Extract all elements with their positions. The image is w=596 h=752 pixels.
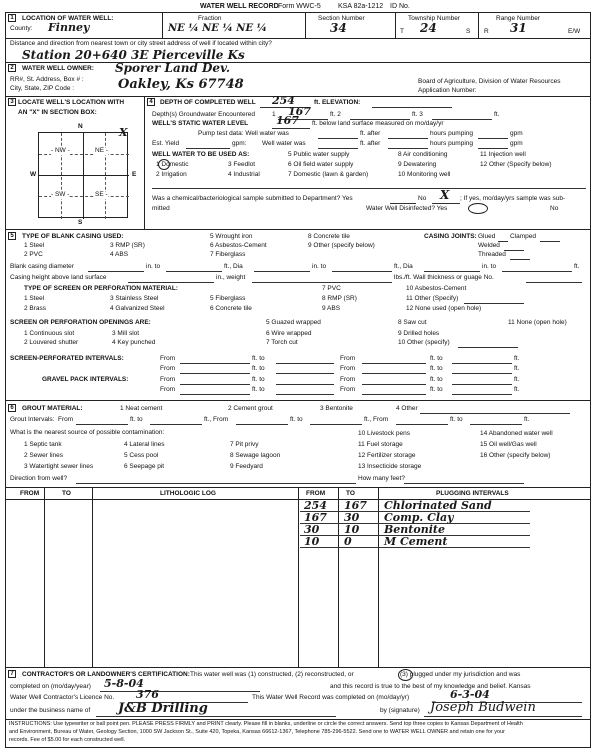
use-1-circle <box>158 159 170 170</box>
diam-in-to-3: in. to <box>482 263 497 270</box>
groundwater-1-value[interactable]: 167 <box>288 105 311 118</box>
source-13[interactable]: 13 Insecticide storage <box>358 463 422 470</box>
cert-text-2: (3) plugged under my jurisdiction and was <box>400 671 521 678</box>
signature-value[interactable]: Joseph Budwein <box>430 700 536 715</box>
opening-5[interactable]: 5 Guazed wrapped <box>266 319 321 326</box>
gi-ft-to-2: ft. to <box>290 416 303 423</box>
gi-ft-to-1: ft. to <box>130 416 143 423</box>
distance-value[interactable]: Station 20+640 3E Pierceville Ks <box>22 48 245 62</box>
hours-pumping-2: hours pumping <box>430 140 473 147</box>
screen-label: TYPE OF SCREEN OR PERFORATION MATERIAL: <box>24 285 178 292</box>
interval-4-blank-1[interactable] <box>180 394 250 395</box>
gpm-2: gpm <box>510 140 523 147</box>
opening-10[interactable]: 10 Other (specify) <box>398 339 450 346</box>
opening-1[interactable]: 1 Continuous slot <box>24 330 75 337</box>
license-value[interactable]: 376 <box>136 688 159 701</box>
interval-3-label-1: From <box>160 376 176 383</box>
casing-4[interactable]: 4 ABS <box>110 251 129 258</box>
interval-3-blank-2[interactable] <box>276 384 334 385</box>
casing-2[interactable]: 2 PVC <box>24 251 43 258</box>
interval-3-blank-1[interactable] <box>180 384 250 385</box>
casing-7[interactable]: 7 Fiberglass <box>210 251 246 258</box>
city-label: City, State, ZIP Code : <box>10 85 75 92</box>
chem-mark: X <box>440 188 450 202</box>
se-label: SE - <box>95 191 108 198</box>
disinfected-label: Water Well Disinfected? Yes <box>366 205 448 212</box>
record-label: This Water Well Record was completed on (mo/day/yr) <box>252 694 410 701</box>
plug-from-header: FROM <box>306 490 326 497</box>
groundwater-label: Depth(s) Groundwater Encountered <box>152 111 255 118</box>
township-label: Township Number <box>408 15 461 22</box>
gpm-1: gpm <box>510 130 523 137</box>
joint-threaded[interactable]: Threaded <box>478 251 506 258</box>
use-4[interactable]: 4 Industrial <box>228 171 260 178</box>
if-yes-label: ; If yes, mo/day/yrs sample was sub- <box>460 195 566 202</box>
casing-1[interactable]: 1 Steel <box>24 242 45 249</box>
interval-4-blank-4[interactable] <box>452 394 512 395</box>
opening-8[interactable]: 8 Saw cut <box>398 319 427 326</box>
gi-ft-end: ft. <box>524 416 530 423</box>
interval-4-label-2: ft. to <box>252 386 265 393</box>
completed-rest: and this record is true to the best of my knowledge and belief. Kansas <box>330 683 531 690</box>
cert-label: CONTRACTOR'S OR LANDOWNER'S CERTIFICATION: <box>22 671 190 678</box>
plug-desc-2[interactable]: Comp. Clay <box>384 511 454 524</box>
log-to-header: TO <box>62 490 71 497</box>
section-6-number: 6 <box>8 404 16 412</box>
interval-1-label-4: ft. to <box>430 355 443 362</box>
interval-2-blank-3[interactable] <box>362 373 426 374</box>
casing-6[interactable]: 6 Asbestos-Cement <box>210 242 267 249</box>
owner-label: WATER WELL OWNER: <box>22 65 94 72</box>
source-14[interactable]: 14 Abandoned water well <box>480 430 553 437</box>
joints-label: CASING JOINTS: <box>424 233 477 240</box>
use-11[interactable]: 11 Injection well <box>480 151 526 158</box>
gw-1-label: 1 <box>272 111 276 118</box>
casing-height-label: Casing height above land surface <box>10 274 107 281</box>
log-from-header: FROM <box>20 490 40 497</box>
diam-in-to-1: in. to <box>146 263 161 270</box>
opening-2[interactable]: 2 Louvered shutter <box>24 339 79 346</box>
interval-1-label-1: From <box>160 355 176 362</box>
gi-from: From <box>58 416 74 423</box>
plug-to-4[interactable]: 0 <box>344 535 352 548</box>
instructions-line-2: and Environment, Bureau of Water, Geology Section, 1000 SW Jackson St., Suite 420, Topeka, Kansas 66612-1367, Telephone 785-296-5522. Send one to WATER WELL OWNER and retain one for your <box>9 729 505 735</box>
completed-value[interactable]: 5-8-04 <box>104 677 144 690</box>
diam-in-to-2: in. to <box>312 263 327 270</box>
grout-2[interactable]: 2 Cement grout <box>228 405 273 412</box>
interval-1-blank-3[interactable] <box>362 363 426 364</box>
business-value[interactable]: J&B Drilling <box>118 701 208 716</box>
interval-3-blank-4[interactable] <box>452 384 512 385</box>
static-label: WELL'S STATIC WATER LEVEL <box>152 120 249 127</box>
interval-1-blank-1[interactable] <box>180 363 250 364</box>
interval-4-blank-3[interactable] <box>362 394 426 395</box>
plug-to-1[interactable]: 167 <box>344 499 367 512</box>
range-r: R <box>484 28 489 35</box>
source-9[interactable]: 9 Feedyard <box>230 463 263 470</box>
gravel-label: GRAVEL PACK INTERVALS: <box>42 376 129 383</box>
section-4-number: 4 <box>147 98 155 106</box>
location-mark: X <box>119 126 128 139</box>
joint-clamped[interactable]: Clamped <box>510 233 537 240</box>
lbs-label: lbs./ft. Wall thickness or guage No. <box>394 274 494 281</box>
grout-intervals-label: Grout Intervals: <box>10 416 55 423</box>
opening-6[interactable]: 6 Wire wrapped <box>266 330 312 337</box>
interval-1-label-2: ft. to <box>252 355 265 362</box>
interval-4-blank-2[interactable] <box>276 394 334 395</box>
use-10[interactable]: 10 Monitoring well <box>398 171 451 178</box>
casing-8[interactable]: 8 Concrete tile <box>308 233 350 240</box>
record-value[interactable]: 6-3-04 <box>450 688 490 701</box>
ksa-number: KSA 82a-1212 <box>338 3 384 10</box>
mitted-label: mitted <box>152 205 170 212</box>
plug-desc-3[interactable]: Bentonite <box>384 523 445 536</box>
casing-3[interactable]: 3 RMP (SR) <box>110 242 145 249</box>
use-12[interactable]: 12 Other (Specify below) <box>480 161 552 168</box>
plug-desc-1[interactable]: Chlorinated Sand <box>384 499 492 512</box>
use-8[interactable]: 8 Air conditioning <box>398 151 448 158</box>
completed-label: completed on (mo/day/year) <box>10 683 91 690</box>
screen-10[interactable]: 10 Asbestos-Cement <box>406 285 467 292</box>
interval-3-ft: ft. <box>514 376 520 383</box>
source-6[interactable]: 6 Seepage pit <box>124 463 165 470</box>
interval-4-label-1: From <box>160 386 176 393</box>
fraction-label: Fraction <box>198 15 222 22</box>
plug-from-2[interactable]: 167 <box>304 511 327 524</box>
source-16[interactable]: 16 Other (specify below) <box>480 452 551 459</box>
interval-2-label-2: ft. to <box>252 365 265 372</box>
depth-label: DEPTH OF COMPLETED WELL <box>160 99 256 106</box>
plug-desc-4[interactable]: M Cement <box>384 535 448 548</box>
cert-text: This water well was (1) constructed, (2) reconstructed, or <box>190 671 354 678</box>
section-7-number: 7 <box>8 670 16 678</box>
source-12[interactable]: 12 Fertilizer storage <box>358 452 416 459</box>
chem-label: Was a chemical/bacteriological sample submitted to Department? Yes <box>152 195 353 202</box>
interval-2-blank-4[interactable] <box>452 373 512 374</box>
id-label: ID No. <box>390 3 410 10</box>
interval-1-ft: ft. <box>514 355 520 362</box>
gi-ft-to-3: ft. to <box>450 416 463 423</box>
section-3-number: 3 <box>8 98 16 106</box>
interval-2-label-3: From <box>340 365 356 372</box>
plug-to-header: TO <box>346 490 355 497</box>
joint-welded[interactable]: Welded <box>478 242 500 249</box>
interval-1-label-3: From <box>340 355 356 362</box>
address-label: RR#, St. Address, Box # : <box>10 76 84 83</box>
disinfected-no: No <box>550 205 559 212</box>
south-label: S <box>78 219 83 226</box>
plug-from-1[interactable]: 254 <box>304 499 327 512</box>
diameter-label: Blank casing diameter <box>10 263 74 270</box>
screen-11[interactable]: 11 Other (Specify) <box>406 295 459 302</box>
west-label: W <box>30 171 37 178</box>
section-1-number: 1 <box>8 14 16 22</box>
screen-2[interactable]: 2 Brass <box>24 305 47 312</box>
county-value[interactable]: Finney <box>48 21 90 34</box>
township-s: S <box>466 28 471 35</box>
signature-label: by (signature) <box>380 707 420 714</box>
instructions-line-3: records. Fee of $5.00 for each constructed well. <box>9 737 126 743</box>
source-5[interactable]: 5 Cess pool <box>124 452 159 459</box>
section-2-number: 2 <box>8 64 16 72</box>
address-value[interactable]: Oakley, Ks 67748 <box>118 77 244 92</box>
opening-9[interactable]: 9 Drilled holes <box>398 330 440 337</box>
source-3[interactable]: 3 Watertight sewer lines <box>24 463 94 470</box>
gi-ft-from-1: ft., From <box>204 416 229 423</box>
township-t: T <box>400 28 404 35</box>
source-2[interactable]: 2 Sewer lines <box>24 452 64 459</box>
application-label: Application Number: <box>418 87 477 94</box>
fraction-value[interactable]: NE ¼ NE ¼ NE ¼ <box>168 23 267 34</box>
howmany-label: How many feet? <box>358 475 405 482</box>
source-8[interactable]: 8 Sewage lagoon <box>230 452 281 459</box>
license-label: Water Well Contractor's Licence No. <box>10 694 115 701</box>
gw-2-label: ft. 2 <box>330 111 341 118</box>
source-11[interactable]: 11 Fuel storage <box>358 441 403 448</box>
screen-5[interactable]: 5 Fiberglass <box>210 295 246 302</box>
pump-test-label: Pump test data: Well water was <box>198 130 289 137</box>
openings-label: SCREEN OR PERFORATION OPENINGS ARE: <box>10 319 151 326</box>
opening-11[interactable]: 11 None (open hole) <box>508 319 567 326</box>
instructions-line-1: INSTRUCTIONS: Use typewriter or ball point pen. PLEASE PRESS FIRMLY and PRINT clearly. Please fill in blanks, underline or circle the correct answers. Send top three copies to Kansas Department of Health <box>9 721 523 727</box>
range-label: Range Number <box>496 15 541 22</box>
source-7[interactable]: 7 Pit privy <box>230 441 259 448</box>
board-label: Board of Agriculture, Division of Water Resources <box>418 78 561 85</box>
yield-label: Est. Yield <box>152 140 180 147</box>
static-rest-label: ft. below land surface measured on mo/day/yr <box>312 120 444 127</box>
chem-no: No <box>418 195 427 202</box>
ne-label: NE - <box>95 147 108 154</box>
perforated-label: SCREEN-PERFORATED INTERVALS: <box>10 355 124 362</box>
use-9[interactable]: 9 Dewatering <box>398 161 437 168</box>
ft-after-1: ft. after <box>360 130 381 137</box>
diam-ft-dia-1: ft., Dia <box>224 263 243 270</box>
use-5[interactable]: 5 Public water supply <box>288 151 350 158</box>
elevation-label: ft. ELEVATION: <box>314 99 361 106</box>
plug-to-3[interactable]: 10 <box>344 523 360 536</box>
diam-ft-end: ft. <box>574 263 580 270</box>
section-number-value[interactable]: 34 <box>330 21 347 35</box>
screen-12[interactable]: 12 None used (open hole) <box>406 305 482 312</box>
casing-5[interactable]: 5 Wrought iron <box>210 233 253 240</box>
range-ew: E/W <box>568 28 581 35</box>
use-2[interactable]: 2 Irrigation <box>156 171 187 178</box>
nw-label: - NW - <box>51 147 70 154</box>
opening-7[interactable]: 7 Torch cut <box>266 339 298 346</box>
section-box[interactable] <box>38 126 128 218</box>
plugged-circle <box>398 669 413 681</box>
business-label: under the business name of <box>10 707 91 714</box>
interval-2-blank-1[interactable] <box>180 373 250 374</box>
use-7[interactable]: 7 Domestic (lawn & garden) <box>288 171 369 178</box>
source-15[interactable]: 15 Oil well/Gas well <box>480 441 537 448</box>
joint-glued[interactable]: Glued <box>478 233 496 240</box>
grout-1[interactable]: 1 Neat cement <box>120 405 163 412</box>
screen-4[interactable]: 4 Galvanized Steel <box>110 305 165 312</box>
interval-2-label-4: ft. to <box>430 365 443 372</box>
screen-7[interactable]: 7 PVC <box>322 285 341 292</box>
opening-3[interactable]: 3 Mill slot <box>112 330 140 337</box>
static-value[interactable]: 167 <box>276 114 299 127</box>
interval-4-label-4: ft. to <box>430 386 443 393</box>
location-label: LOCATION OF WATER WELL: <box>22 15 114 22</box>
interval-3-label-3: From <box>340 376 356 383</box>
grout-4[interactable]: 4 Other <box>396 405 418 412</box>
direction-label: Direction from well? <box>10 475 68 482</box>
sw-label: - SW - <box>51 191 70 198</box>
depth-value[interactable]: 254 <box>272 94 295 107</box>
gw-3-label: ft. 3 <box>412 111 423 118</box>
section-box-label-2: AN "X" IN SECTION BOX: <box>18 109 97 116</box>
use-label: WELL WATER TO BE USED AS: <box>152 151 250 158</box>
section-box-label: LOCATE WELL'S LOCATION WITH <box>18 99 125 106</box>
source-10[interactable]: 10 Livestock pens <box>358 430 411 437</box>
interval-2-ft: ft. <box>514 365 520 372</box>
plugging-header: PLUGGING INTERVALS <box>436 490 509 497</box>
well-water-was-2: Well water was <box>262 140 306 147</box>
source-4[interactable]: 4 Lateral lines <box>124 441 165 448</box>
gi-ft-from-2: ft., From <box>364 416 389 423</box>
plug-to-2[interactable]: 30 <box>344 511 360 524</box>
contamination-label: What is the nearest source of possible contamination: <box>10 429 165 436</box>
interval-4-ft: ft. <box>514 386 520 393</box>
east-label: E <box>132 171 137 178</box>
diam-ft-dia-2: ft., Dia <box>394 263 413 270</box>
form-title: WATER WELL RECORD <box>200 3 279 10</box>
hours-pumping-1: hours pumping <box>430 130 473 137</box>
screen-1[interactable]: 1 Steel <box>24 295 45 302</box>
interval-1-blank-2[interactable] <box>276 363 334 364</box>
interval-4-label-3: From <box>340 386 356 393</box>
screen-9[interactable]: 9 ABS <box>322 305 341 312</box>
section-5-number: 5 <box>8 232 16 240</box>
north-label: N <box>78 123 83 130</box>
grout-3[interactable]: 3 Bentonite <box>320 405 353 412</box>
distance-label: Distance and direction from nearest town or city street address of well if located within city? <box>10 40 272 47</box>
casing-9[interactable]: 9 Other (specify below) <box>308 242 375 249</box>
ft-after-2: ft. after <box>360 140 381 147</box>
interval-3-label-2: ft. to <box>252 376 265 383</box>
use-6[interactable]: 6 Oil field water supply <box>288 161 354 168</box>
screen-6[interactable]: 6 Concrete tile <box>210 305 252 312</box>
litho-header: LITHOLOGIC LOG <box>160 490 216 497</box>
gpm-colon: gpm: <box>232 140 247 147</box>
range-value[interactable]: 31 <box>510 21 527 35</box>
screen-8[interactable]: 8 RMP (SR) <box>322 295 357 302</box>
county-label: County: <box>10 25 33 32</box>
section-number-label: Section Number <box>318 15 365 22</box>
screen-3[interactable]: 3 Stainless Steel <box>110 295 159 302</box>
interval-3-label-4: ft. to <box>430 376 443 383</box>
form-number: Form WWC-5 <box>278 3 321 10</box>
owner-value[interactable]: Sporer Land Dev. <box>115 61 231 75</box>
use-1[interactable]: 1 Domestic <box>156 161 189 168</box>
in-weight-label: in., weight <box>216 274 246 281</box>
interval-2-label-1: From <box>160 365 176 372</box>
interval-3-blank-3[interactable] <box>362 384 426 385</box>
grout-label: GROUT MATERIAL: <box>22 405 83 412</box>
use-3[interactable]: 3 Feedlot <box>228 161 256 168</box>
opening-4[interactable]: 4 Key punched <box>112 339 156 346</box>
interval-2-blank-2[interactable] <box>276 373 334 374</box>
disinfected-yes-circle <box>468 203 488 214</box>
interval-1-blank-4[interactable] <box>452 363 512 364</box>
plug-from-3[interactable]: 30 <box>304 523 320 536</box>
gw-ft-label: ft. <box>494 111 500 118</box>
plug-from-4[interactable]: 10 <box>304 535 320 548</box>
source-1[interactable]: 1 Septic tank <box>24 441 62 448</box>
casing-label: TYPE OF BLANK CASING USED: <box>22 233 124 240</box>
township-value[interactable]: 24 <box>420 21 437 35</box>
